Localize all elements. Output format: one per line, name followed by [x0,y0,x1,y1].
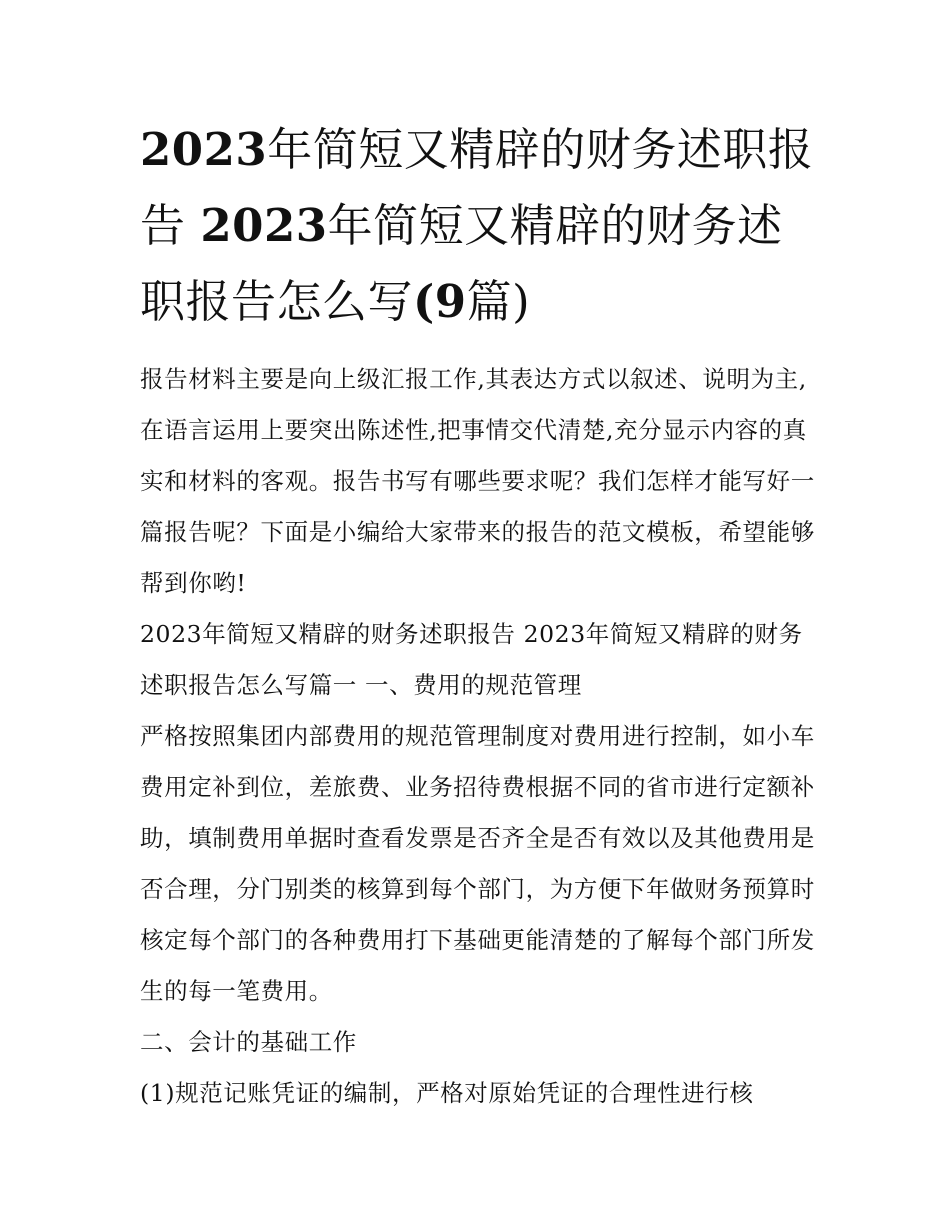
title-count: (9 [413,275,467,328]
section-heading-1: 2023年简短又精辟的财务述职报告 2023年简短又精辟的财务述职报告怎么写篇一 一、费用的规范管理 [140,620,803,699]
title-text-2: 年简短又精辟的财务述职报告怎么写 [140,199,783,328]
intro-paragraph: 报告材料主要是向上级汇报工作,其表达方式以叙述、说明为主,在语言运用上要突出陈述性,把事情交代清楚,充分显示内容的真实和材料的客观。报告书写有哪些要求呢？我们怎样才能写好一篇报告呢？下面是小编给大家带来的报告的范文模板，希望能够帮到你哟! [140,365,815,597]
title-text-1: 年简短又精辟的财务述职报告 [140,123,814,252]
title-year-2: 2023 [200,199,328,252]
section-heading-2: 二、会计的基础工作 [140,1028,357,1056]
body-paragraph-2: (1)规范记账凭证的编制，严格对原始凭证的合理性进行核 [140,1079,754,1107]
body-paragraph-1: 严格按照集团内部费用的规范管理制度对费用进行控制，如小车费用定补到位，差旅费、业务招待费根据不同的省市进行定额补助，填制费用单据时查看发票是否齐全是否有效以及其他费用是否合理，分门别类的核算到每个部门，为方便下年做财务预算时核定每个部门的各种费用打下基础更能清楚的了解每个部门所发生的每一笔费用。 [140,722,815,1005]
title-count-unit: 篇) [466,275,531,328]
title-year-1: 2023 [140,123,268,176]
document-title [140,112,820,340]
document-page [140,112,820,1119]
